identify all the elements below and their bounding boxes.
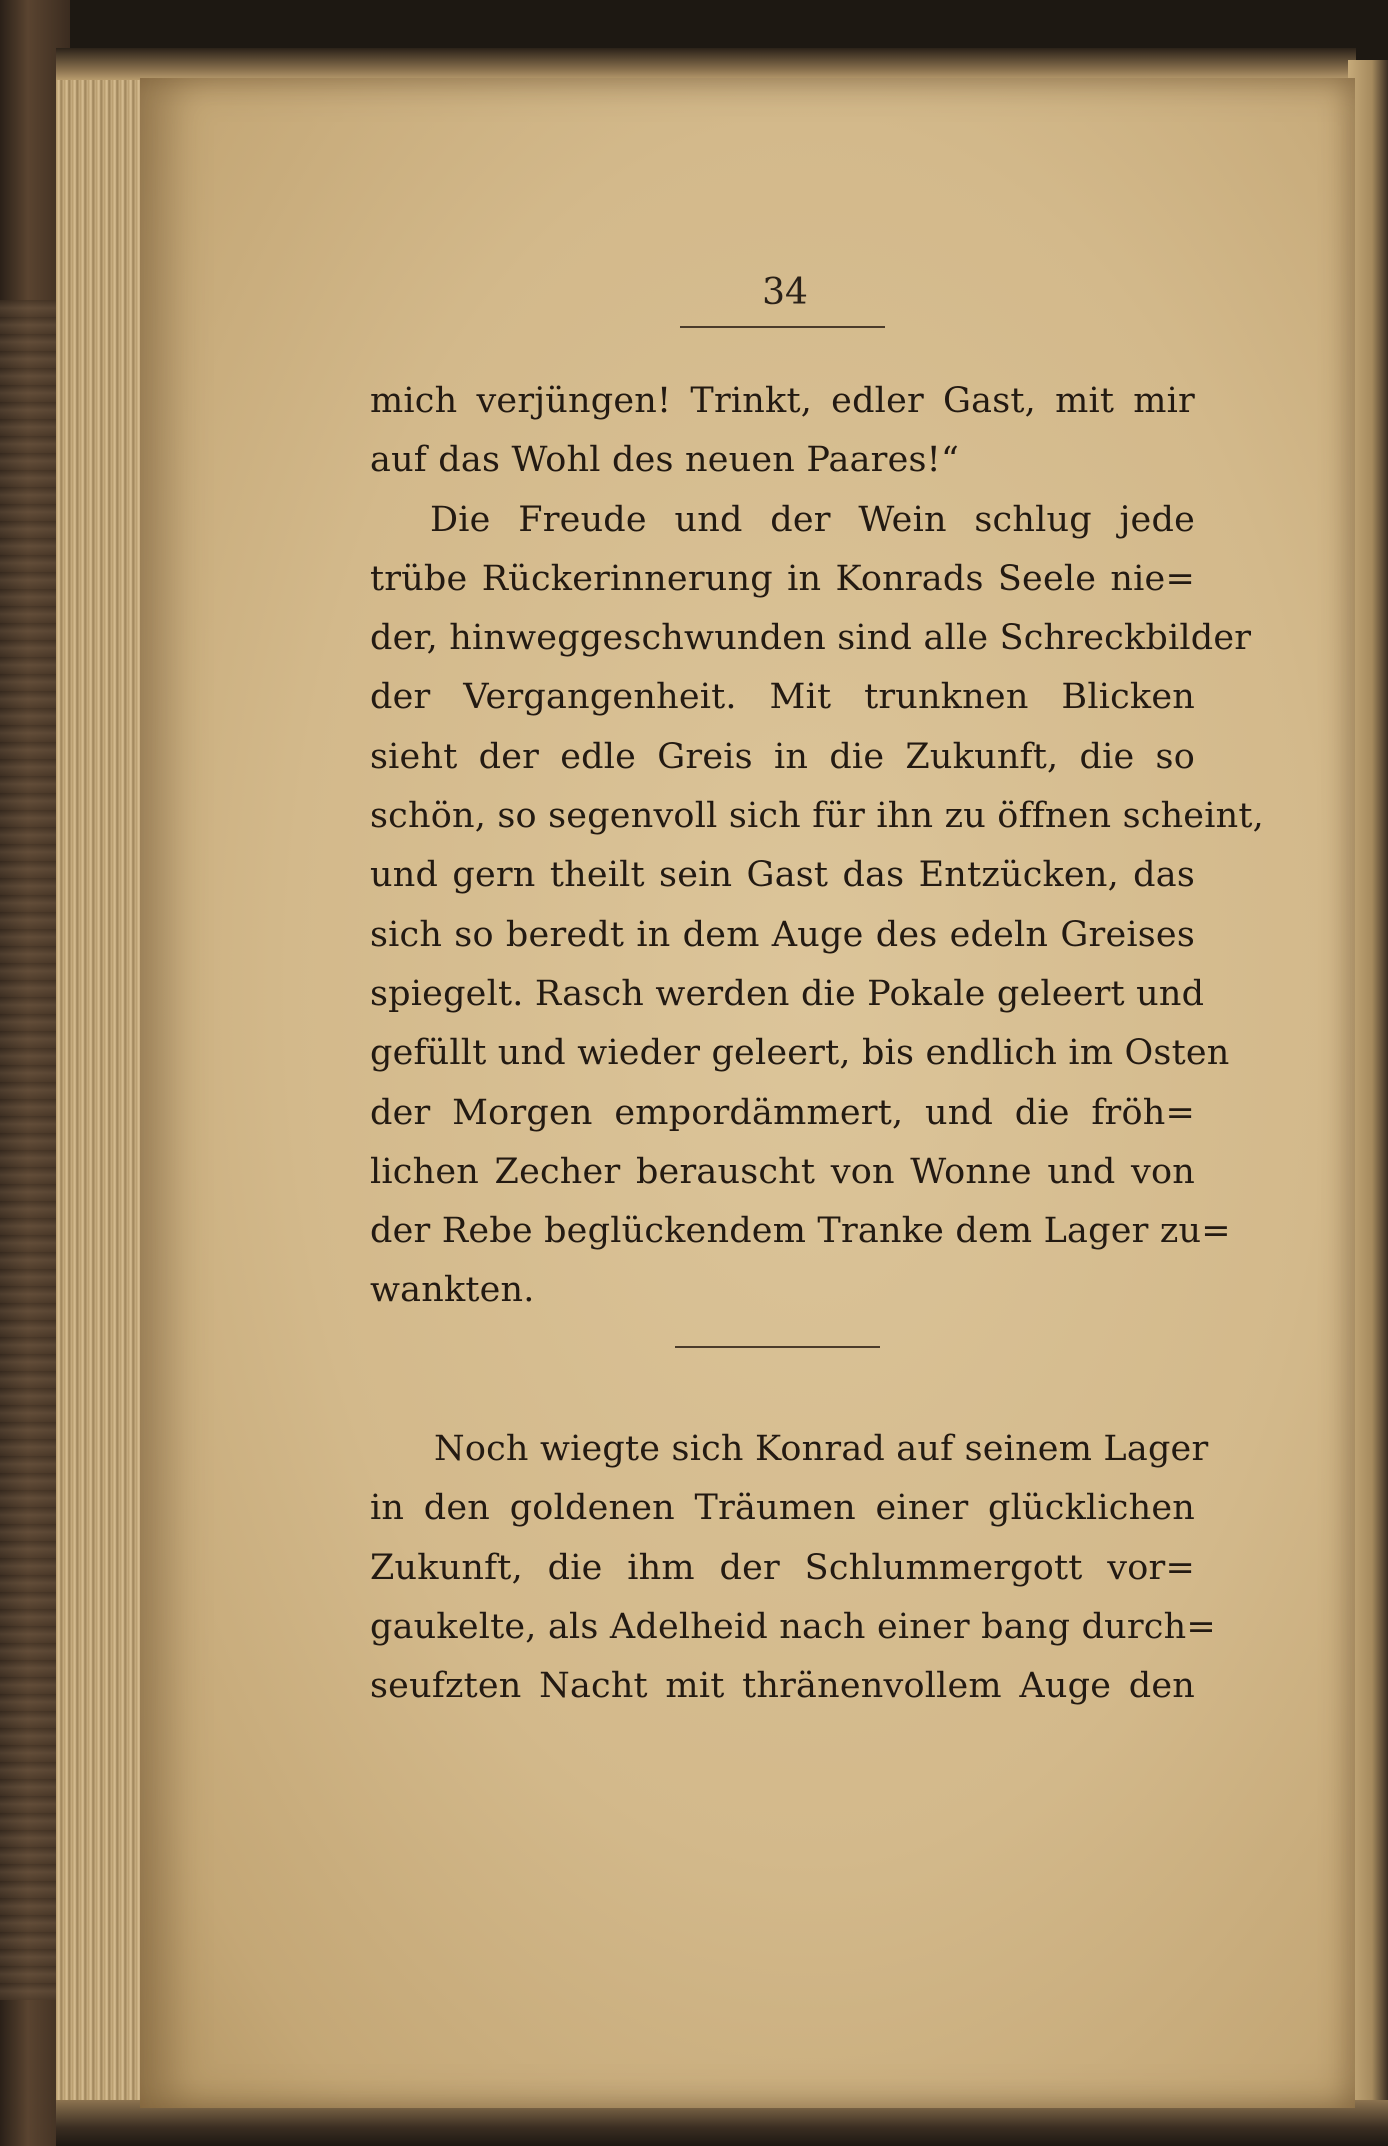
top-edge (56, 48, 1356, 80)
text-line: Zukunft, die ihm der Schlummergott vor= (370, 1547, 1195, 1588)
text-line: gefüllt und wieder geleert, bis endlich im Osten (370, 1033, 1230, 1074)
text-line: lichen Zecher berauscht von Wonne und von (370, 1151, 1195, 1192)
text-line: in den goldenen Träumen einer glücklichen (370, 1488, 1195, 1529)
text-line: und gern theilt sein Gast das Entzücken, das (370, 855, 1195, 896)
text-line: auf das Wohl des neuen Paares!“ (370, 440, 960, 481)
page-number: 34 (762, 272, 808, 313)
text-line: sieht der edle Greis in die Zukunft, die so (370, 736, 1195, 777)
text-line: seufzten Nacht mit thränenvollem Auge den (370, 1666, 1195, 1707)
text-line: der Vergangenheit. Mit trunknen Blicken (370, 677, 1195, 718)
header-rule (680, 326, 885, 328)
text-line: der Morgen empordämmert, und die fröh= (370, 1092, 1195, 1133)
text-line: wankten. (370, 1270, 535, 1311)
text-line: gaukelte, als Adelheid nach einer bang durch= (370, 1606, 1216, 1647)
text-line: der, hinweggeschwunden sind alle Schreckbilder (370, 618, 1252, 659)
text-line: Noch wiegte sich Konrad auf seinem Lager (434, 1429, 1209, 1469)
section-divider (675, 1346, 880, 1348)
text-line: mich verjüngen! Trinkt, edler Gast, mit mir (370, 381, 1195, 421)
text-line: schön, so segenvoll sich für ihn zu öffnen scheint, (370, 796, 1264, 837)
paragraph-1 (370, 372, 1264, 1321)
text-line: trübe Rückerinnerung in Konrads Seele nie= (370, 558, 1195, 599)
text-line: spiegelt. Rasch werden die Pokale geleert und (370, 973, 1205, 1014)
paragraph-2 (370, 1420, 1216, 1716)
text-line: sich so beredt in dem Auge des edeln Greises (370, 914, 1195, 955)
text-line: der Rebe beglückendem Tranke dem Lager zu= (370, 1211, 1231, 1252)
text-line: Die Freude und der Wein schlug jede (430, 499, 1195, 540)
